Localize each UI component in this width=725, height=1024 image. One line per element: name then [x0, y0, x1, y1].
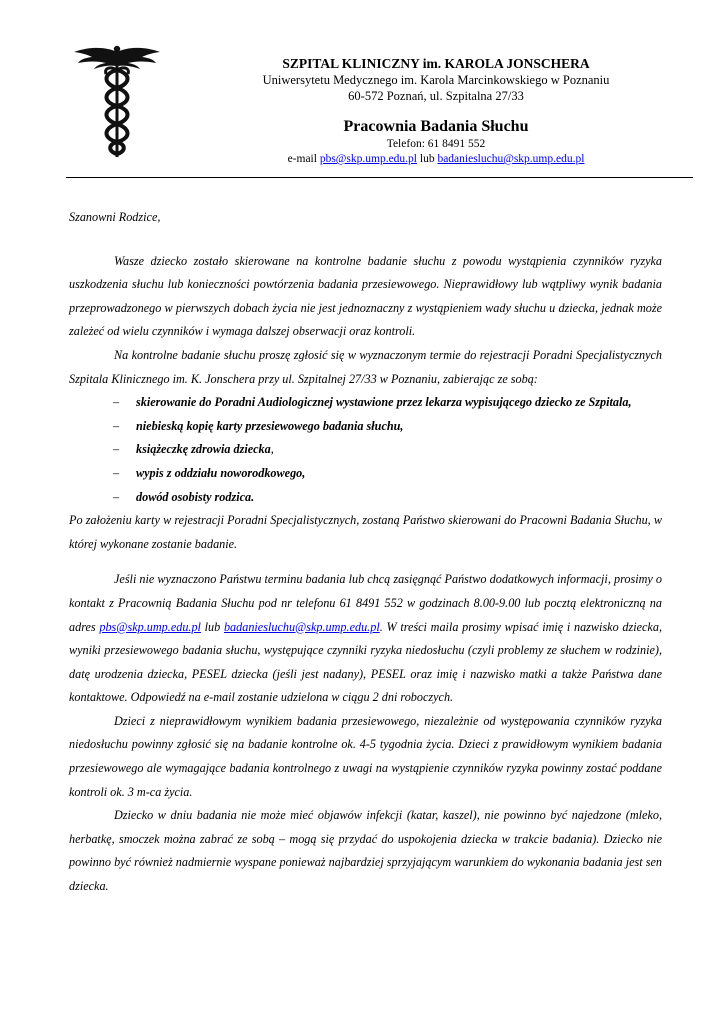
list-item-text: niebieską kopię karty przesiewowego badania słuchu,	[136, 418, 404, 433]
required-documents-list	[69, 391, 662, 509]
list-item	[69, 415, 662, 439]
email-prefix: e-mail	[287, 153, 320, 165]
paragraph-registration: Na kontrolne badanie słuchu proszę zgłosić się w wyznaczonym termie do rejestracji Poradni Specjalistycznych Szpitala Klinicznego im. K. Jonschera przy ul. Szpitalnej 27/33 w Poznaniu, zabierając ze sobą:	[69, 347, 662, 386]
list-item-text: dowód osobisty rodzica.	[136, 489, 255, 504]
email-link-pbs[interactable]: pbs@skp.ump.edu.pl	[319, 153, 417, 165]
letter-body	[69, 206, 662, 899]
list-item-text: książeczkę zdrowia dziecka	[136, 442, 271, 457]
list-item-text: wypis z oddziału noworodkowego,	[136, 465, 306, 480]
list-item	[69, 391, 662, 415]
dash-bullet: –	[113, 465, 120, 480]
paragraph-preparation: Dziecko w dniu badania nie może mieć objawów infekcji (katar, kaszel), nie powinno być najedzone (mleko, herbatkę, smoczek można zabrać ze sobą – mogą się przydać do uspokojenia dziecka w trakcie badania). Dziecko nie powinno być również nadmiernie wyspane ponieważ najbardziej sprzyjającym warunkiem do wykonania badania jest sen dziecka.	[69, 808, 662, 894]
hospital-address: 60-572 Poznań, ul. Szpitalna 27/33	[348, 89, 524, 103]
contact-email-link-pbs[interactable]: pbs@skp.ump.edu.pl	[99, 619, 201, 634]
paragraph-contact: Jeśli nie wyznaczono Państwu terminu badania lub chcą zasięgnąć Państwo dodatkowych informacji, prosimy o kontakt z Pracownią Badania Słuchu pod nr telefonu 61 8491 552 w godzinach 8.00-9.00 lub pocztą elektroniczną na adres pbs@skp.ump.edu.pl lub badaniesluchu@skp.ump.edu.pl. W treści maila prosimy wpisać imię i nazwisko dziecka, wyniki przesiewowego badania słuchu, występujące czynniki ryzyka niedosłuchu (czyli problemy ze słuchem w rodzinie), datę urodzenia dziecka, PESEL dziecka (jeśli jest nadany), PESEL oraz imię i nazwisko matki a także Państwa dane kontaktowe. Odpowiedź na e-mail zostanie udzielona w ciągu 2 dni roboczych.	[69, 572, 662, 705]
hospital-name: SZPITAL KLINICZNY im. KAROLA JONSCHERA	[282, 56, 590, 71]
list-item	[69, 486, 662, 510]
list-item	[69, 462, 662, 486]
email-joiner: lub	[417, 153, 438, 165]
header-divider	[66, 177, 693, 178]
contact-email-link-badaniesluchu[interactable]: badaniesluchu@skp.ump.edu.pl	[223, 619, 380, 634]
dash-bullet: –	[113, 418, 120, 433]
caduceus-logo-icon	[72, 44, 162, 162]
salutation: Szanowni Rodzice,	[69, 210, 161, 224]
department-title: Pracownia Badania Słuchu	[343, 118, 529, 135]
phone-line: Telefon: 61 8491 552	[386, 138, 486, 150]
letterhead	[195, 56, 677, 167]
dash-bullet: –	[113, 395, 120, 410]
list-item-text: skierowanie do Poradni Audiologicznej wystawione przez lekarza wypisującego dziecko ze Szpitala,	[136, 395, 632, 410]
dash-bullet: –	[113, 489, 120, 504]
email-link-badaniesluchu[interactable]: badaniesluchu@skp.ump.edu.pl	[437, 153, 585, 165]
paragraph-referral: Po założeniu karty w rejestracji Poradni Specjalistycznych, zostaną Państwo skierowani do Pracowni Badania Słuchu, w której wykonane zostanie badanie.	[69, 513, 662, 551]
university-name: Uniwersytetu Medycznego im. Karola Marcinkowskiego w Poznaniu	[262, 73, 610, 87]
paragraph-intro: Wasze dziecko zostało skierowane na kontrolne badanie słuchu z powodu wystąpienia czynników ryzyka uszkodzenia słuchu lub konieczności powtórzenia badania przesiewowego. Nieprawidłowy lub wątpliwy wynik badania przeprowadzonego w pierwszych dobach życia nie jest jednoznaczny z wystąpieniem wady słuchu u dziecka, jednak może zależeć od wielu czynników i wymaga dalszej obserwacji oraz kontroli.	[69, 253, 662, 339]
list-item: – książeczkę zdrowia dziecka,	[69, 438, 662, 462]
paragraph-timing: Dzieci z nieprawidłowym wynikiem badania przesiewowego, niezależnie od występowania czynników ryzyka niedosłuchu powinny zgłosić się na badanie kontrolne ok. 4-5 tygodnia życia. Dzieci z prawidłowym wynikiem badania przesiewowego ale wymagające badania kontrolnego z uwagi na wystąpienie czynników ryzyka powinny zostać poddane kontroli ok. 3 m-ca życia.	[69, 713, 662, 799]
dash-bullet: –	[113, 442, 120, 457]
email-line	[195, 152, 677, 167]
